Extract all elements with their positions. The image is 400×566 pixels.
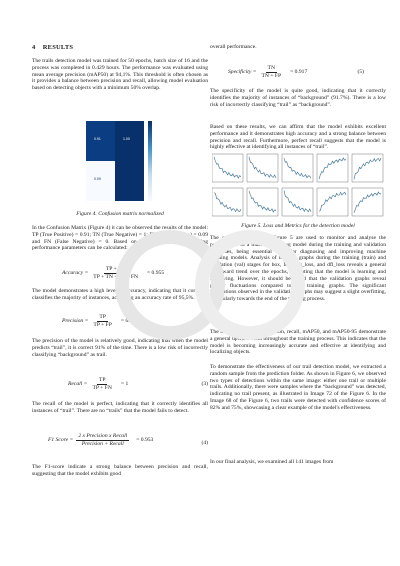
equation-recall [68,376,208,392]
eq1-lhs: Accuracy = [62,270,89,276]
eq1-fraction [91,266,140,280]
eq5-lhs: Specificity = [228,69,257,75]
left-paragraph-2: In the Confusion Matrix (Figure 4) it can be observed the results of the model: TP (True Positive) = 0.91; TN (True Negative) = 1; FP (False Positive) = 0.09 and FN (False Negative) = 0. Based on these values, the following performance parameters can be calculated: [32,225,208,252]
right-paragraph-6: In our final analysis, we examined all 141 images from [210,459,334,465]
left-paragraph-4: The precision of the model is relatively good, indicating that when the model predicts “trail”, it is correct 91% of the time. There is a low risk of incorrectly classifying “background” as trail. [32,338,208,358]
eq2-fraction [91,314,114,328]
cm-value-tp: 0.91 [94,137,101,141]
right-paragraph-0: overall performance. [210,44,257,50]
eq2-number: (2) [201,318,208,324]
eq3-numerator: TP [98,377,106,383]
eq2-lhs: Precision = [62,318,89,324]
cm-cell-tp [86,121,115,161]
eq5-number: (5) [357,69,364,75]
section-number: 4 [32,44,36,51]
confusion-matrix-figure [82,117,160,205]
plot-panel [317,188,348,216]
equation-accuracy [62,265,208,281]
left-paragraph-5: The recall of the model is perfect, indicating that it correctly identifies all instances of “trail”. There are no “trails” that the model fails to detect. [32,401,208,414]
eq3-lhs: Recall = [68,381,88,387]
eq1-number: (1) [201,270,208,276]
eq3-number: (3) [201,381,208,387]
eq2-value: = 0.91 [120,318,136,324]
right-paragraph-2: Based on these results, we can affirm that the model exhibits excellent performance and it demonstrates high accuracy and a strong balance between precision and recall. Furthermore, perfect recall suggests that the model is highly effective at identifying all instances of “trail”. [210,124,386,151]
right-paragraph-3: The graphs presented in Figure 5 are used to monitor and analyse the performance of a machine learning model during the training and validation processes, being essential tools for diagnosing and improving machine learning models. Analysis of the loss graphs during the training (train) and validation (val) stages for box, loss, cls_loss, and dfl_loss reveals a general downward trend over the epochs, indicating that the model is learning and improving. However, it should be noted that the validation graphs reveal greater fluctuations compared to the training graphs. The significant fluctuations observed in the validation graphs may suggest a slight overfitting, particularly towards the end of the training process. [210,235,386,303]
left-paragraph-1: The trails detection model was trained for 50 epochs, batch size of 16 and the process was completed in 0.429 hours. The performance was evaluated using mean average precision (mAP50) at 94,1%. This threshold is often chosen as it provides a balance between precision and recall, allowing model evaluation based on detecting objects with a minimum 50% overlap. [32,58,208,92]
eq1-denominator: TP + TN + FP + FN [93,273,138,280]
plot-panel [212,188,243,216]
eq3-value: = 1 [120,381,129,387]
eq3-fraction [90,377,113,391]
cm-value-fn: 0.09 [94,177,101,181]
eq4-fraction [76,433,129,447]
eq5-numerator: TN [267,65,276,71]
eq4-number: (4) [201,440,208,446]
eq4-value: = 0.953 [136,437,154,443]
eq5-value: = 0.917 [290,69,308,75]
figure-4-caption: Figure 4. Confusion matrix normalized [76,211,164,217]
eq4-lhs: F1 Score = [48,437,74,443]
equation-precision [62,313,208,329]
cm-cell-fn [86,161,115,201]
eq4-numerator: 2 x Precision x Recall [78,433,128,439]
left-paragraph-3: The model demonstrates a high level of accuracy, indicating that it correctly classifies the majority of instances, achieving an accuracy rate of 95,5%. [32,288,208,301]
section-title: RESULTS [42,44,74,51]
eq5-fraction [259,65,283,79]
cm-colorbar [148,121,152,201]
cm-value-fp: 1.00 [123,137,130,141]
eq1-value: = 0.955 [147,270,165,276]
left-paragraph-6: The F1-score indicate a strong balance between precision and recall, suggesting that the model exhibits good [32,464,208,477]
eq1-numerator: TP + TN [105,266,126,272]
eq2-denominator: TP + FP [93,321,112,328]
plot-panel [282,154,313,182]
right-paragraph-4: The metrics graphs for precision, recall, mAP50, and mAP50-95 demonstrate a general upward trend throughout the training process. This indicates that the model is becoming increasingly accurate and effective at identifying and localizing objects. [210,329,386,356]
eq4-denominator: Precision + Recall [81,440,124,447]
eq2-numerator: TP [99,314,106,320]
right-paragraph-5: To demonstrate the effectiveness of our trail detection model, we extracted a random sample from the prediction folder. As shown in Figure 6, we observed two types of detections within the same image: either one trail or multiple trails. Additionally, there were samples where the “background” was detected, indicating no trail present, as illustrated in Image 72 of the Figure 6. In the Image 68 of the Figure 6, two trails were detected with confidence scores of 82% and 75%, showcasing a clear example of the model's effectiveness. [210,364,386,411]
figure-5-caption: Figure 5. Loss and Metrics for the detection model [241,223,355,229]
plot-panel [247,154,278,182]
cm-cell-tn [115,161,144,201]
right-paragraph-1: The specificity of the model is quite good, indicating that it correctly identifies the majority of instances of “background” (91.7%). There is a low risk of incorrectly classifying “trail” as “background”. [210,88,386,108]
confusion-matrix-heatmap [86,121,144,201]
eq5-denominator: TN + FP [261,72,282,79]
equation-f1 [48,432,208,448]
loss-metrics-figure [212,152,388,220]
eq3-denominator: TP + FN [92,384,112,391]
cm-cell-fp [115,121,144,161]
section-heading [32,44,73,51]
equation-specificity [228,64,364,80]
